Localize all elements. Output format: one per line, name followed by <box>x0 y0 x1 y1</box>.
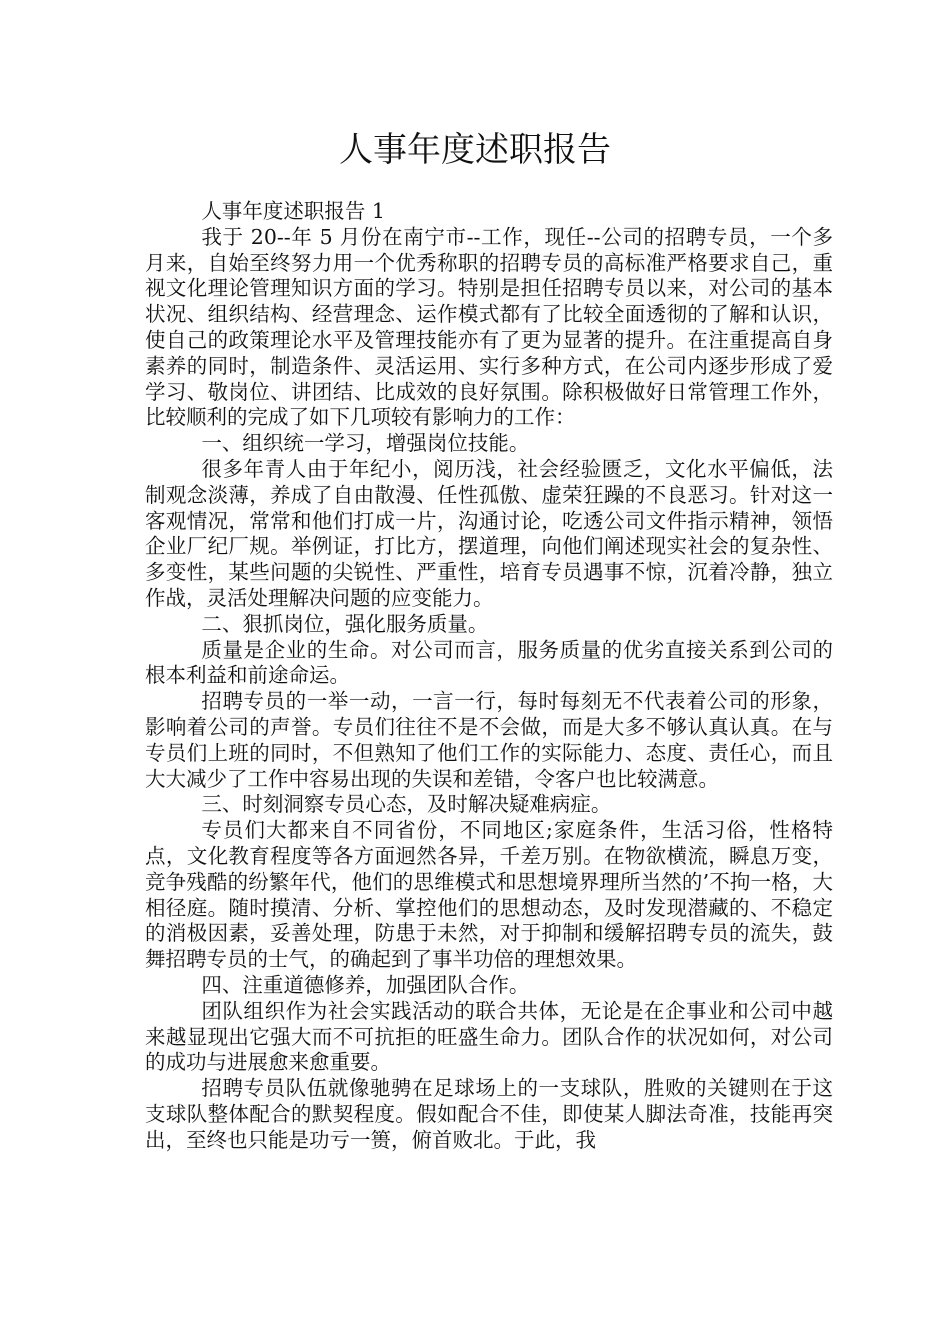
paragraph: 我于 20--年 5 月份在南宁市--工作，现任--公司的招聘专员，一个多月来，自始至终努力用一个优秀称职的招聘专员的高标准严格要求自己，重视文化理论管理知识方面的学习。特别是担任招聘专员以来，对公司的基本状况、组织结构、经营理念、运作模式都有了比较全面透彻的了解和认识，使自己的政策理论水平及管理技能亦有了更为显著的提升。在注重提高自身素养的同时，制造条件、灵活运用、实行多种方式，在公司内逐步形成了爱学习、敬岗位、讲团结、比成效的良好氛围。除积极做好日常管理工作外，比较顺利的完成了如下几项较有影响力的工作： <box>145 224 833 430</box>
section-heading: 人事年度述职报告 1 <box>201 199 385 223</box>
paragraph: 质量是企业的生命。对公司而言，服务质量的优劣直接关系到公司的根本利益和前途命运。 <box>145 637 833 688</box>
paragraph: 招聘专员的一举一动，一言一行，每时每刻无不代表着公司的形象，影响着公司的声誉。专员们往往不是不会做，而是大多不够认真认真。在与专员们上班的同时，不但熟知了他们工作的实际能力、态度、责任心，而且大大减少了工作中容易出现的失误和差错，令客户也比较满意。 <box>145 689 833 791</box>
document-title: 人事年度述职报告 <box>339 130 611 170</box>
paragraph: 专员们大都来自不同省份，不同地区;家庭条件，生活习俗，性格特点，文化教育程度等各方面迥然各异，千差万别。在物欲横流，瞬息万变，竞争残酷的纷繁年代，他们的思维模式和思想境界理所当然的’不拘一格，大相径庭。随时摸清、分析、掌控他们的思想动态，及时发现潜藏的、不稳定的消极因素，妥善处理，防患于未然，对于抑制和缓解招聘专员的流失，鼓舞招聘专员的士气，的确起到了事半功倍的理想效果。 <box>145 818 833 972</box>
subheading: 二、狠抓岗位，强化服务质量。 <box>201 611 489 636</box>
subheading: 三、时刻洞察专员心态，及时解决疑难病症。 <box>201 792 612 817</box>
subheading: 一、组织统一学习，增强岗位技能。 <box>201 431 530 456</box>
document-body <box>145 199 833 1153</box>
paragraph: 很多年青人由于年纪小，阅历浅，社会经验匮乏，文化水平偏低，法制观念淡薄，养成了自由散漫、任性孤傲、虚荣狂躁的不良恶习。针对这一客观情况，常常和他们打成一片，沟通讨论，吃透公司文件指示精神，领悟企业厂纪厂规。举例证，打比方，摆道理，向他们阐述现实社会的复杂性、多变性，某些问题的尖锐性、严重性，培育专员遇事不惊，沉着冷静，独立作战，灵活处理解决问题的应变能力。 <box>145 456 833 610</box>
paragraph: 团队组织作为社会实践活动的联合共体，无论是在企事业和公司中越来越显现出它强大而不可抗拒的旺盛生命力。团队合作的状况如何，对公司的成功与进展愈来愈重要。 <box>145 998 833 1075</box>
subheading: 四、注重道德修养，加强团队合作。 <box>201 972 530 997</box>
paragraph: 招聘专员队伍就像驰骋在足球场上的一支球队，胜败的关键则在于这支球队整体配合的默契程度。假如配合不佳，即使某人脚法奇准，技能再突出，至终也只能是功亏一篑，俯首败北。于此，我 <box>145 1076 833 1152</box>
